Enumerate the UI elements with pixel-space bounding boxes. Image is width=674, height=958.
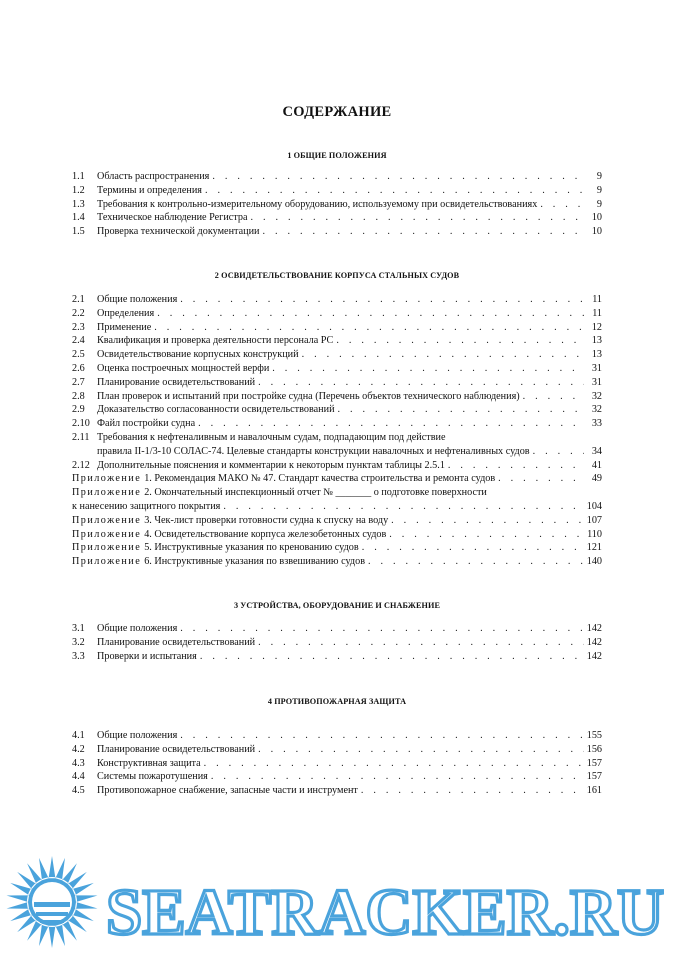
dot-leader: [223, 500, 584, 514]
dot-leader: [302, 348, 584, 362]
section-heading-3: 3 УСТРОЙСТВА, ОБОРУДОВАНИЕ И СНАБЖЕНИЕ: [233, 601, 441, 610]
toc-entry: [0, 307, 674, 321]
toc-section-3: [0, 622, 674, 663]
toc-entry: [0, 417, 674, 431]
page-number: 12: [591, 321, 602, 333]
dot-leader: [533, 445, 584, 459]
page-number: 10: [591, 226, 602, 238]
page-number: 13: [591, 335, 602, 347]
entry-number: 4.3: [72, 757, 85, 769]
page-number: 9: [596, 198, 602, 210]
page-number: 161: [586, 785, 602, 797]
entry-title: 3. Чек-лист проверки готовности судна к спуску на воду: [144, 514, 389, 526]
dot-leader: [262, 225, 584, 239]
dot-leader: [338, 403, 584, 417]
entry-title: Системы пожаротушения: [97, 771, 208, 783]
toc-entry: [0, 321, 674, 335]
toc-entry: [0, 293, 674, 307]
entry-title: Определения: [97, 307, 155, 319]
section-heading-2: 2 ОСВИДЕТЕЛЬСТВОВАНИЕ КОРПУСА СТАЛЬНЫХ СУДОВ: [214, 271, 460, 280]
page-number: 33: [591, 418, 602, 430]
toc-entry: [0, 459, 674, 473]
entry-number: 4.4: [72, 771, 85, 783]
toc-entry: [0, 770, 674, 784]
entry-title: Требования к контрольно-измерительному оборудованию, используемому при освидетельствованиях: [97, 198, 538, 210]
page-number: 31: [591, 362, 602, 374]
page-number: 11: [592, 307, 602, 319]
toc-entry: [0, 184, 674, 198]
entry-title: Область распространения: [97, 171, 210, 182]
toc-appendix-entry: [0, 555, 674, 569]
entry-number: 4.5: [72, 785, 85, 797]
appendix-label: Приложение: [72, 542, 142, 554]
appendix-label: Приложение: [72, 528, 142, 540]
entry-title: Проверка технической документации: [97, 226, 260, 238]
toc-entry: [0, 622, 674, 636]
toc-entry: [0, 211, 674, 225]
dot-leader: [272, 362, 584, 376]
toc-entry: [0, 757, 674, 771]
toc-entry: [0, 225, 674, 239]
page-number: 34: [591, 445, 602, 457]
dot-leader: [336, 334, 584, 348]
section-heading-1: 1 ОБЩИЕ ПОЛОЖЕНИЯ: [287, 151, 387, 160]
entry-title: Оценка построечных мощностей верфи: [97, 362, 270, 374]
entry-title: 4. Освидетельствование корпуса железобетонных судов: [144, 528, 387, 540]
dot-leader: [211, 770, 584, 784]
entry-title: Дополнительные пояснения и комментарии к некоторым пунктам таблицы 2.5.1: [97, 459, 445, 471]
dot-leader: [389, 528, 584, 542]
page-title: СОДЕРЖАНИЕ: [282, 104, 392, 120]
entry-number: 2.9: [72, 404, 85, 416]
entry-number: 2.8: [72, 390, 85, 402]
entry-title: Термины и определения: [97, 184, 202, 196]
entry-title-continued: правила II-1/3-10 СОЛАС-74. Целевые стандарты конструкции навалочных и нефтеналивных судов: [97, 445, 530, 457]
dot-leader: [258, 376, 584, 390]
dot-leader: [498, 472, 584, 486]
entry-title: Общие положения: [97, 294, 178, 305]
entry-title: Доказательство согласованности освидетельствований: [97, 404, 335, 416]
dot-leader: [200, 650, 584, 664]
dot-leader: [180, 729, 584, 743]
appendix-label: Приложение: [72, 487, 142, 499]
page-number: 104: [586, 500, 602, 512]
entry-title: Файл постройки судна: [97, 418, 196, 430]
entry-number: 2.11: [72, 431, 90, 443]
entry-number: 1.5: [72, 226, 85, 238]
toc-entry: [0, 348, 674, 362]
sun-logo-icon: [7, 856, 98, 948]
toc-appendix-entry: [0, 528, 674, 542]
dot-leader: [204, 757, 584, 771]
page-number: 155: [586, 730, 602, 741]
toc-entry: [0, 170, 674, 184]
dot-leader: [368, 555, 584, 569]
dot-leader: [180, 293, 584, 307]
entry-number: 4.2: [72, 743, 85, 755]
page-number: 156: [586, 743, 602, 755]
toc-entry: [0, 334, 674, 348]
dot-leader: [198, 417, 584, 431]
toc-appendix-entry: [0, 514, 674, 528]
entry-title: Общие положения: [97, 623, 178, 634]
page-number: 157: [586, 757, 602, 769]
entry-title: Применение: [97, 321, 152, 333]
entry-title: Освидетельствование корпусных конструкций: [97, 349, 299, 361]
entry-title: 6. Инструктивные указания по взвешиванию судов: [144, 556, 366, 568]
toc-appendix-entry: [0, 486, 674, 514]
page-number: 49: [591, 473, 602, 485]
entry-title: Конструктивная защита: [97, 757, 201, 769]
toc-appendix-entry: [0, 472, 674, 486]
page-number: 13: [591, 349, 602, 361]
dot-leader: [212, 170, 584, 184]
page-number: 110: [587, 528, 602, 540]
entry-number: 2.7: [72, 376, 85, 388]
toc-entry: [0, 390, 674, 404]
toc-section-1: [0, 170, 674, 239]
entry-number: 4.1: [72, 730, 85, 741]
toc-entry: [0, 784, 674, 798]
entry-title: Планирование освидетельствований: [97, 743, 256, 755]
entry-number: 3.1: [72, 623, 85, 634]
page-number: 32: [591, 390, 602, 402]
page-number: 9: [596, 184, 602, 196]
watermark-text: SEATRACKER.RU: [106, 876, 664, 949]
appendix-label: Приложение: [72, 556, 142, 568]
entry-number: 1.3: [72, 198, 85, 210]
toc-entry: [0, 650, 674, 664]
dot-leader: [523, 390, 584, 404]
dot-leader: [361, 784, 584, 798]
dot-leader: [258, 636, 584, 650]
appendix-label: Приложение: [72, 514, 142, 526]
entry-number: 2.5: [72, 349, 85, 361]
toc-entry: [0, 743, 674, 757]
dot-leader: [540, 198, 584, 212]
page-number: 9: [596, 171, 602, 182]
dot-leader: [180, 622, 584, 636]
entry-title: 2. Окончательный инспекционный отчет № _______ о подготовке поверхности: [144, 487, 487, 499]
dot-leader: [258, 743, 584, 757]
entry-number: 3.3: [72, 650, 85, 662]
entry-title: Планирование освидетельствований: [97, 376, 256, 388]
entry-number: 2.3: [72, 321, 85, 333]
entry-number: 3.2: [72, 636, 85, 648]
entry-title: 5. Инструктивные указания по кренованию судов: [144, 542, 359, 554]
entry-title: Проверки и испытания: [97, 650, 197, 662]
dot-leader: [251, 211, 584, 225]
entry-number: 2.2: [72, 307, 85, 319]
entry-number: 2.10: [72, 418, 90, 430]
entry-number: 1.1: [72, 171, 85, 182]
toc-entry: [0, 198, 674, 212]
entry-number: 2.12: [72, 459, 90, 471]
entry-number: 2.6: [72, 362, 85, 374]
page-number: 10: [591, 212, 602, 224]
page-number: 142: [586, 636, 602, 648]
page-number: 32: [591, 404, 602, 416]
entry-title: 1. Рекомендация МАКО № 47. Стандарт качества строительства и ремонта судов: [144, 473, 496, 485]
toc-entry: [0, 362, 674, 376]
entry-number: 2.1: [72, 294, 85, 305]
page-number: 31: [591, 376, 602, 388]
entry-title: Планирование освидетельствований: [97, 636, 256, 648]
dot-leader: [391, 514, 584, 528]
page-number: 142: [586, 623, 602, 634]
dot-leader: [157, 307, 584, 321]
toc-appendix-entry: [0, 541, 674, 555]
entry-number: 2.4: [72, 335, 85, 347]
entry-title: Техническое наблюдение Регистра: [97, 212, 248, 224]
entry-title: Требования к нефтеналивным и навалочным судам, подпадающим под действие: [97, 431, 446, 443]
appendix-label: Приложение: [72, 473, 142, 485]
dot-leader: [154, 321, 584, 335]
dot-leader: [205, 184, 584, 198]
toc-entry: [0, 431, 674, 459]
entry-number: 1.4: [72, 212, 85, 224]
section-heading-4: 4 ПРОТИВОПОЖАРНАЯ ЗАЩИТА: [267, 697, 407, 706]
page-number: 11: [592, 294, 602, 305]
toc-entry: [0, 636, 674, 650]
page-number: 107: [586, 514, 602, 526]
dot-leader: [448, 459, 584, 473]
page-number: 121: [586, 542, 602, 554]
dot-leader: [362, 541, 584, 555]
toc-section-2: [0, 293, 674, 569]
page-number: 140: [586, 556, 602, 568]
toc-section-4: [0, 729, 674, 798]
entry-number: 1.2: [72, 184, 85, 196]
toc-entry: [0, 403, 674, 417]
entry-title-continued: к нанесению защитного покрытия: [72, 500, 221, 512]
watermark: [0, 855, 674, 953]
page-number: 142: [586, 650, 602, 662]
page-number: 41: [591, 459, 602, 471]
page-number: 157: [586, 771, 602, 783]
toc-entry: [0, 376, 674, 390]
entry-title: Противопожарное снабжение, запасные части и инструмент: [97, 785, 358, 797]
toc-entry: [0, 729, 674, 743]
entry-title: План проверок и испытаний при постройке судна (Перечень объектов технического наблюдения): [97, 390, 520, 402]
entry-title: Общие положения: [97, 730, 178, 741]
entry-title: Квалификация и проверка деятельности персонала РС: [97, 335, 334, 347]
